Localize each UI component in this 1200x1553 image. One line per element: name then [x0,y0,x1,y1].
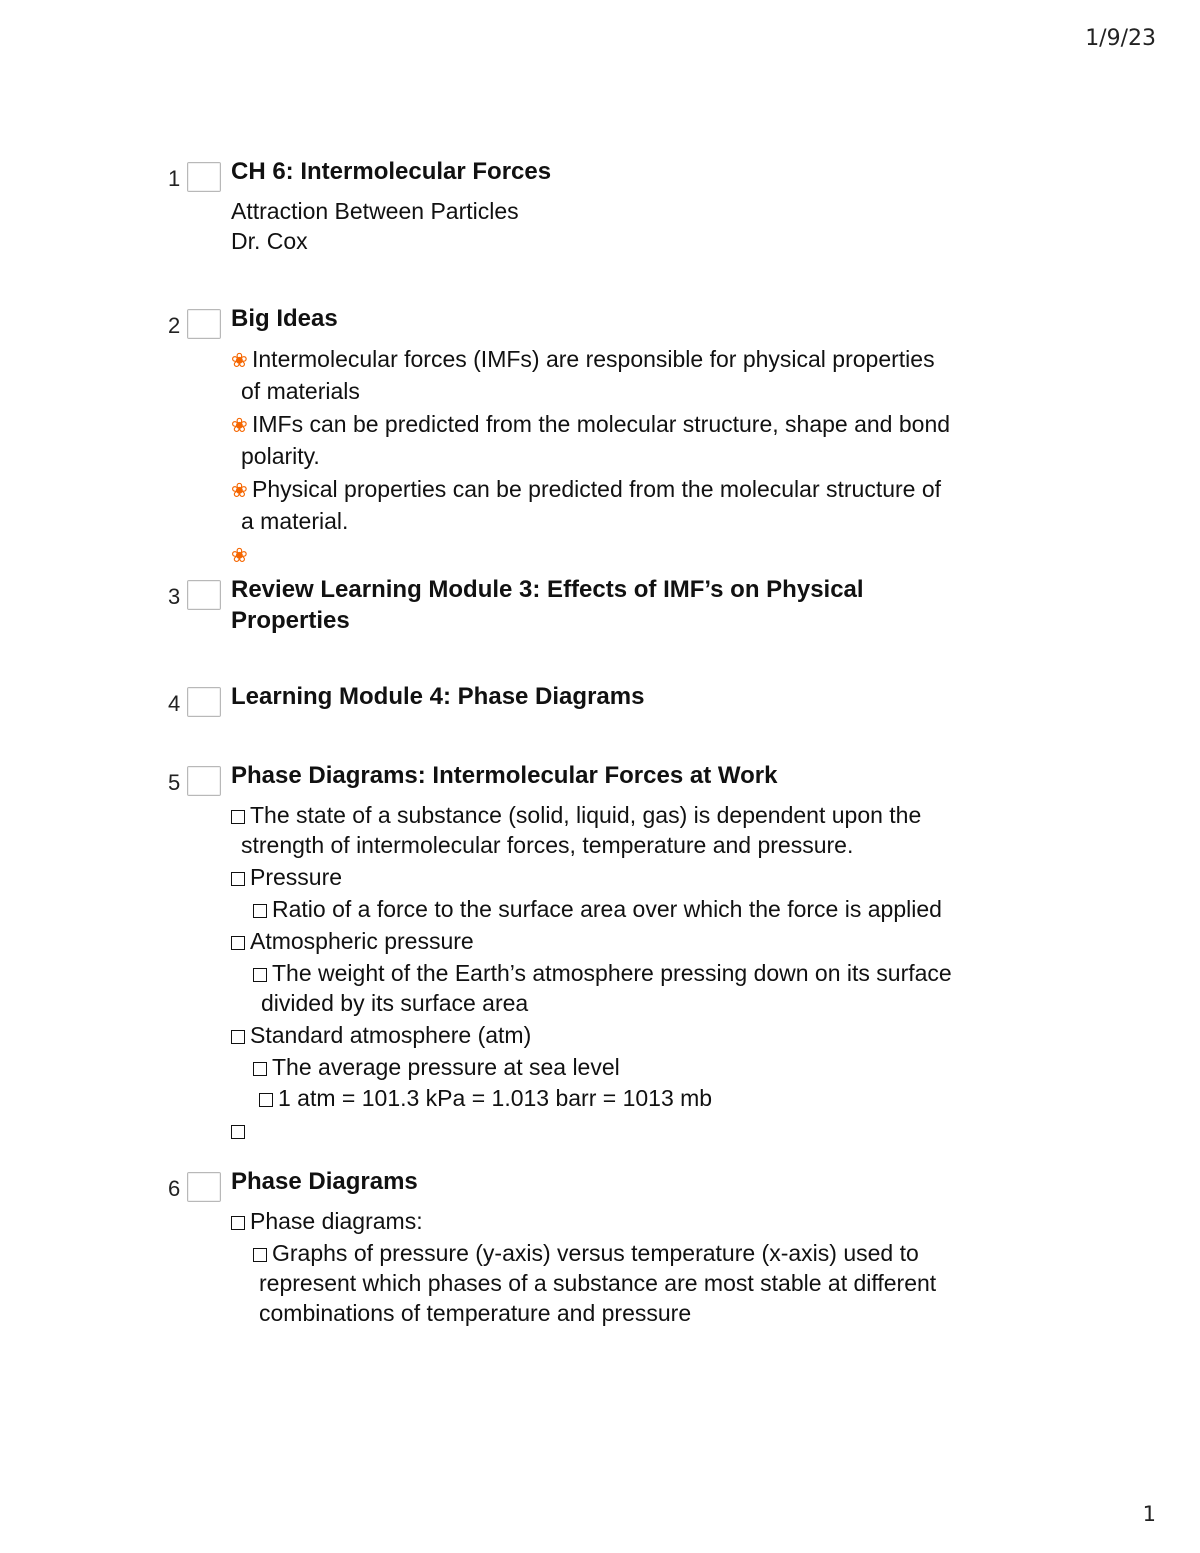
list-item: Ratio of a force to the surface area over which the force is applied [231,894,1061,924]
checkbox-icon [259,1093,273,1107]
checkbox-icon [231,810,245,824]
list-item: The weight of the Earth’s atmosphere pressing down on its surface divided by its surface area [231,958,1061,1018]
paw-icon: ❀ [231,415,248,437]
checkbox-icon [231,1125,245,1139]
checkbox-icon [231,872,245,886]
list-item: ❀ IMFs can be predicted from the molecular structure, shape and bond polarity. [231,411,951,469]
paw-icon: ❀ [231,350,248,372]
checkbox-icon [231,1216,245,1230]
page-number: 1 [1142,1502,1156,1526]
list-item: Standard atmosphere (atm) [231,1020,1061,1050]
slide-checkbox[interactable] [187,766,221,796]
slide-number: 3 [168,584,181,609]
slide-title: Phase Diagrams [231,1168,418,1195]
subtitle-line: Attraction Between Particles [231,198,519,224]
list-item: Atmospheric pressure [231,926,1061,956]
slide-title: CH 6: Intermolecular Forces [231,158,552,185]
author-line: Dr. Cox [231,228,308,254]
slide-body [231,196,1061,256]
slide-checkbox[interactable] [187,309,221,339]
list-item: The state of a substance (solid, liquid, gas) is dependent upon the strength of intermolecular forces, temperature and pressure. [231,800,1061,860]
checkbox-icon [253,968,267,982]
slide-title: Learning Module 4: Phase Diagrams [231,683,645,710]
slide-number: 6 [168,1176,181,1201]
slide-body [231,800,1061,1148]
checkbox-icon [253,904,267,918]
slide-checkbox[interactable] [187,162,221,192]
slide-body [231,344,1061,574]
list-item: 1 atm = 101.3 kPa = 1.013 barr = 1013 mb [231,1083,1061,1113]
checkbox-icon [253,1248,267,1262]
checkbox-icon [231,936,245,950]
slide-title: Big Ideas [231,305,338,332]
slide-title: Review Learning Module 3: Effects of IMF’s on Physical Properties [231,576,864,634]
list-item: ❀ Physical properties can be predicted from the molecular structure of a material. [231,476,942,534]
list-item: Phase diagrams: [231,1206,1061,1236]
slide-title: Phase Diagrams: Intermolecular Forces at Work [231,762,778,789]
slide-checkbox[interactable] [187,687,221,717]
list-item [231,1115,1061,1145]
slide-number: 1 [168,166,181,191]
list-item [231,539,1061,571]
paw-icon: ❀ [231,480,248,502]
slide-checkbox[interactable] [187,1172,221,1202]
slide-checkbox[interactable] [187,580,221,610]
paw-icon: ❀ [231,545,248,567]
slide-body [231,1206,1061,1331]
checkbox-icon [253,1062,267,1076]
list-item: ❀ Intermolecular forces (IMFs) are responsible for physical properties of materials [231,346,935,404]
list-item: Graphs of pressure (y-axis) versus temperature (x-axis) used to represent which phases of a substance are most stable at different combinations of temperature and pressure [231,1238,1061,1328]
checkbox-icon [231,1030,245,1044]
slide-number: 5 [168,770,181,795]
slide-number: 2 [168,313,181,338]
slide-number: 4 [168,691,181,716]
list-item: Pressure [231,862,1061,892]
list-item: The average pressure at sea level [231,1052,1061,1082]
date-header: 1/9/23 [1085,26,1156,51]
